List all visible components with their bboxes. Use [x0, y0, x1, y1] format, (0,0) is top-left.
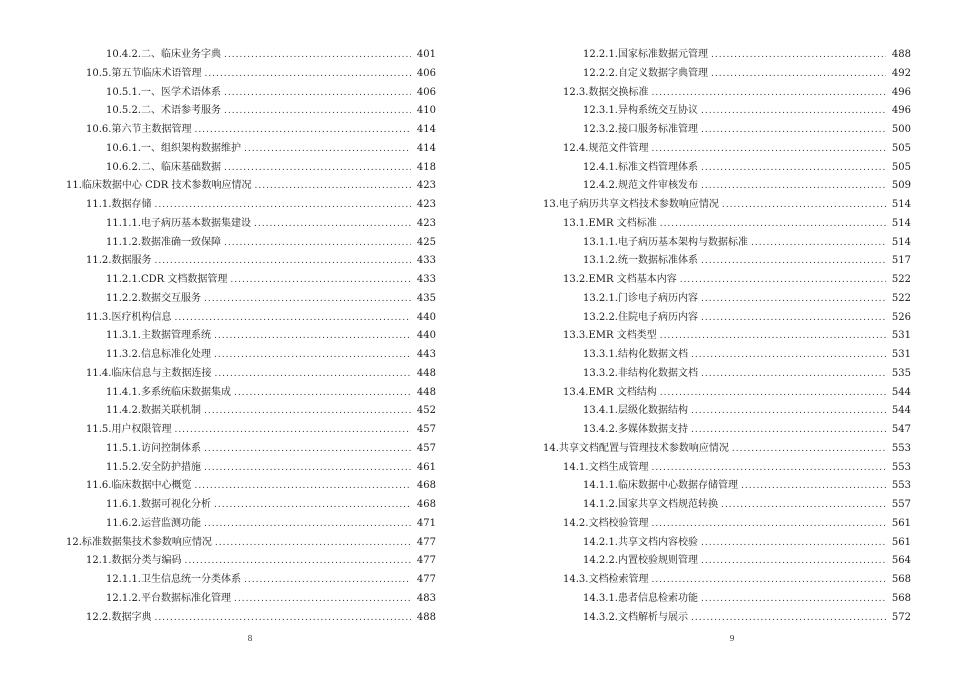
toc-entry-title: 12.2.数据字典: [86, 611, 152, 623]
toc-entry-page: 452: [416, 405, 436, 417]
dot-leader: [254, 216, 411, 232]
dot-leader: [154, 253, 411, 269]
toc-entry-title: 14.3.文档检索管理: [563, 574, 649, 585]
toc-entry-title: 11.6.2.运营监测功能: [106, 517, 201, 529]
toc-entry-page: 457: [416, 424, 436, 435]
dot-leader: [660, 385, 886, 401]
toc-entry[interactable]: [106, 441, 436, 457]
toc-entry-page: 544: [891, 386, 911, 398]
toc-entry-page: 477: [416, 555, 436, 567]
toc-entry-title: 11.2.2.数据交互服务: [106, 292, 201, 304]
toc-entry[interactable]: [106, 403, 436, 419]
toc-entry-title: 10.6.1.一、组织架构数据维护: [106, 142, 241, 154]
toc-entry-title: 12.3.数据交换标准: [563, 86, 649, 98]
toc-entry-page: 568: [891, 592, 911, 604]
toc-entry[interactable]: [106, 385, 436, 401]
toc-entry[interactable]: [563, 572, 911, 588]
toc-entry-page: 477: [416, 574, 436, 585]
toc-entry-title: 10.6.第六节主数据管理: [86, 124, 192, 135]
toc-entry-title: 13.2.1.门诊电子病历内容: [583, 292, 698, 304]
toc-entry[interactable]: [583, 66, 911, 82]
toc-entry-title: 12.3.2.接口服务标准管理: [583, 124, 698, 135]
dot-leader: [741, 478, 886, 494]
toc-entry-page: 488: [416, 611, 436, 623]
toc-entry-page: 561: [891, 517, 911, 529]
toc-entry-page: 488: [891, 49, 911, 60]
toc-entry-title: 10.5.2.二、术语参考服务: [106, 105, 221, 117]
toc-entry[interactable]: [563, 216, 911, 232]
dot-leader: [224, 85, 411, 101]
toc-entry-page: 517: [891, 255, 911, 267]
toc-entry-title: 11.5.2.安全防护措施: [106, 461, 201, 473]
dot-leader: [215, 535, 411, 551]
toc-entry[interactable]: [583, 160, 911, 176]
dot-leader: [701, 591, 886, 607]
toc-entry-page: 468: [416, 499, 436, 510]
dot-leader: [651, 572, 886, 588]
dot-leader: [214, 366, 411, 382]
toc-entry[interactable]: [583, 535, 911, 551]
toc-entry-page: 483: [416, 592, 436, 604]
dot-leader: [651, 516, 886, 532]
toc-entry-title: 12.1.2.平台数据标准化管理: [106, 592, 231, 604]
toc-entry-title: 11.5.用户权限管理: [86, 424, 172, 435]
dot-leader: [204, 66, 411, 82]
toc-entry-page: 568: [891, 574, 911, 585]
toc-entry-title: 13.4.EMR 文档结构: [563, 386, 657, 398]
toc-entry-title: 11.3.1.主数据管理系统: [106, 330, 211, 342]
dot-leader: [174, 422, 411, 438]
toc-entry-page: 477: [416, 536, 436, 548]
toc-entry-title: 11.1.2.数据准确一致保障: [106, 236, 221, 248]
toc-entry-title: 13.1.1.电子病历基本架构与数据标准: [583, 236, 748, 248]
toc-entry-page: 425: [416, 236, 436, 248]
toc-entry-page: 423: [416, 180, 436, 192]
toc-entry[interactable]: [563, 85, 911, 101]
dot-leader: [701, 366, 886, 382]
toc-entry-page: 514: [891, 199, 911, 210]
toc-entry[interactable]: [106, 216, 436, 232]
toc-entry-title: 11.临床数据中心 CDR 技术参数响应情况: [66, 180, 252, 192]
dot-leader: [701, 178, 886, 194]
dot-leader: [701, 291, 886, 307]
dot-leader: [701, 253, 886, 269]
toc-entry[interactable]: [563, 328, 911, 344]
toc-entry-page: 572: [891, 611, 911, 623]
toc-entry[interactable]: [86, 197, 436, 213]
toc-entry-title: 14.1.1.临床数据中心数据存储管理: [583, 480, 738, 492]
toc-entry-page: 414: [416, 142, 436, 154]
toc-entry-page: 440: [416, 330, 436, 342]
toc-entry[interactable]: [583, 310, 911, 326]
toc-entry[interactable]: [563, 141, 911, 157]
toc-entry-title: 13.2.EMR 文档基本内容: [563, 274, 677, 285]
toc-entry-title: 12.4.规范文件管理: [563, 142, 649, 154]
dot-leader: [691, 347, 886, 363]
toc-entry-page: 406: [416, 67, 436, 79]
toc-entry-page: 471: [416, 517, 436, 529]
toc-entry[interactable]: [583, 553, 911, 569]
toc-entry-title: 13.1.EMR 文档标准: [563, 217, 657, 229]
toc-entry[interactable]: [563, 460, 911, 476]
dot-leader: [660, 216, 886, 232]
toc-entry-title: 12.4.1.标准文档管理体系: [583, 161, 698, 173]
toc-entry[interactable]: [583, 422, 911, 438]
toc-entry[interactable]: [86, 478, 436, 494]
toc-entry[interactable]: [583, 122, 911, 138]
toc-entry-page: 500: [891, 124, 911, 135]
toc-entry-title: 14.共享文档配置与管理技术参数响应情况: [543, 442, 729, 454]
toc-entry[interactable]: [86, 122, 436, 138]
dot-leader: [214, 328, 411, 344]
toc-entry[interactable]: [86, 253, 436, 269]
toc-entry[interactable]: [106, 291, 436, 307]
dot-leader: [244, 141, 411, 157]
dot-leader: [254, 178, 411, 194]
toc-entry[interactable]: [106, 497, 436, 513]
toc-entry-title: 10.5.第五节临床术语管理: [86, 67, 202, 79]
dot-leader: [154, 197, 411, 213]
toc-entry[interactable]: [583, 610, 911, 626]
dot-leader: [204, 460, 411, 476]
toc-entry[interactable]: [86, 310, 436, 326]
toc-entry[interactable]: [583, 347, 911, 363]
page-number: 8: [247, 634, 253, 643]
toc-entry[interactable]: [106, 572, 436, 588]
toc-entry-title: 11.6.1.数据可视化分析: [106, 499, 211, 510]
dot-leader: [224, 160, 411, 176]
toc-entry[interactable]: [543, 441, 911, 457]
toc-entry[interactable]: [583, 178, 911, 194]
toc-entry-title: 11.4.2.数据关联机制: [106, 405, 201, 417]
toc-entry[interactable]: [583, 497, 911, 513]
toc-entry-title: 13.4.2.多媒体数据支持: [583, 424, 688, 435]
toc-entry-page: 553: [891, 480, 911, 492]
toc-entry-title: 12.标准数据集技术参数响应情况: [66, 536, 212, 548]
toc-entry-title: 10.6.2.二、临床基础数据: [106, 161, 221, 173]
dot-leader: [194, 478, 411, 494]
toc-entry-title: 14.1.2.国家共享文档规范转换: [583, 499, 718, 510]
dot-leader: [722, 197, 886, 213]
toc-entry-title: 14.3.2.文档解析与展示: [583, 611, 688, 623]
dot-leader: [691, 403, 886, 419]
dot-leader: [721, 497, 886, 513]
toc-entry[interactable]: [583, 591, 911, 607]
toc-entry-page: 435: [416, 292, 436, 304]
toc-entry-title: 12.2.2.自定义数据字典管理: [583, 67, 708, 79]
dot-leader: [204, 441, 411, 457]
toc-entry-page: 418: [416, 161, 436, 173]
toc-entry-title: 12.1.数据分类与编码: [86, 555, 182, 567]
toc-entry[interactable]: [86, 553, 436, 569]
dot-leader: [234, 385, 411, 401]
toc-entry[interactable]: [86, 610, 436, 626]
toc-entry-title: 13.3.2.非结构化数据文档: [583, 367, 698, 379]
toc-entry-title: 11.1.1.电子病历基本数据集建设: [106, 217, 251, 229]
dot-leader: [154, 610, 411, 626]
dot-leader: [184, 553, 411, 569]
toc-entry-page: 423: [416, 199, 436, 210]
toc-entry-title: 10.4.2.二、临床业务字典: [106, 49, 221, 60]
toc-entry[interactable]: [106, 591, 436, 607]
dot-leader: [660, 328, 886, 344]
toc-entry-title: 14.2.文档校验管理: [563, 517, 649, 529]
toc-entry-page: 544: [891, 405, 911, 417]
toc-entry-page: 461: [416, 461, 436, 473]
dot-leader: [204, 516, 411, 532]
toc-entry[interactable]: [106, 235, 436, 251]
toc-entry-page: 433: [416, 255, 436, 267]
toc-entry-title: 12.2.1.国家标准数据元管理: [583, 49, 708, 60]
toc-entry-title: 14.3.1.患者信息检索功能: [583, 592, 698, 604]
toc-entry[interactable]: [563, 516, 911, 532]
toc-entry-page: 522: [891, 274, 911, 285]
toc-entry[interactable]: [583, 291, 911, 307]
dot-leader: [701, 122, 886, 138]
dot-leader: [214, 347, 411, 363]
toc-entry-title: 13.3.1.结构化数据文档: [583, 349, 688, 360]
toc-entry[interactable]: [543, 197, 911, 213]
dot-leader: [244, 572, 411, 588]
toc-entry[interactable]: [583, 253, 911, 269]
toc-entry-page: 414: [416, 124, 436, 135]
toc-entry-page: 468: [416, 480, 436, 492]
dot-leader: [234, 591, 411, 607]
dot-leader: [204, 291, 411, 307]
toc-entry-page: 526: [891, 311, 911, 323]
toc-entry-page: 514: [891, 236, 911, 248]
page-number: 9: [729, 634, 735, 643]
toc-entry[interactable]: [563, 272, 911, 288]
toc-entry-page: 547: [891, 424, 911, 435]
toc-entry[interactable]: [86, 422, 436, 438]
dot-leader: [701, 310, 886, 326]
toc-entry-title: 11.4.1.多系统临床数据集成: [106, 386, 231, 398]
dot-leader: [230, 272, 411, 288]
toc-entry-page: 561: [891, 536, 911, 548]
toc-entry-page: 433: [416, 274, 436, 285]
toc-entry[interactable]: [563, 385, 911, 401]
toc-entry[interactable]: [583, 403, 911, 419]
dot-leader: [701, 535, 886, 551]
toc-entry[interactable]: [66, 535, 436, 551]
toc-entry-title: 12.3.1.异构系统交互协议: [583, 105, 698, 117]
dot-leader: [224, 103, 411, 119]
toc-entry-page: 448: [416, 386, 436, 398]
dot-leader: [224, 235, 411, 251]
dot-leader: [701, 160, 886, 176]
dot-leader: [701, 103, 886, 119]
dot-leader: [751, 235, 886, 251]
dot-leader: [711, 47, 886, 63]
toc-entry-title: 11.2.数据服务: [86, 255, 152, 267]
toc-entry[interactable]: [106, 160, 436, 176]
toc-entry-page: 535: [891, 367, 911, 379]
toc-entry-title: 11.6.临床数据中心概览: [86, 480, 192, 492]
toc-entry-page: 448: [416, 367, 436, 379]
toc-entry[interactable]: [106, 516, 436, 532]
toc-entry-page: 440: [416, 311, 436, 323]
toc-entry-title: 13.3.EMR 文档类型: [563, 330, 657, 342]
toc-entry-title: 11.1.数据存储: [86, 199, 152, 210]
toc-entry-page: 522: [891, 292, 911, 304]
toc-entry[interactable]: [106, 85, 436, 101]
toc-entry-page: 496: [891, 105, 911, 117]
toc-entry-title: 11.3.2.信息标准化处理: [106, 349, 211, 360]
toc-entry-page: 557: [891, 499, 911, 510]
toc-entry-title: 12.4.2.规范文件审核发布: [583, 180, 698, 192]
dot-leader: [732, 441, 886, 457]
dot-leader: [214, 497, 411, 513]
toc-entry-page: 406: [416, 86, 436, 98]
dot-leader: [651, 85, 886, 101]
toc-entry-page: 457: [416, 442, 436, 454]
toc-entry-page: 401: [416, 49, 436, 60]
toc-entry-page: 505: [891, 142, 911, 154]
dot-leader: [224, 47, 411, 63]
toc-entry-page: 492: [891, 67, 911, 79]
toc-entry-page: 505: [891, 161, 911, 173]
toc-entry[interactable]: [106, 347, 436, 363]
toc-entry-title: 11.4.临床信息与主数据连接: [86, 367, 212, 379]
toc-entry-page: 531: [891, 330, 911, 342]
toc-entry-page: 553: [891, 461, 911, 473]
toc-entry-title: 14.1.文档生成管理: [563, 461, 649, 473]
toc-entry-page: 423: [416, 217, 436, 229]
toc-entry-page: 514: [891, 217, 911, 229]
toc-entry[interactable]: [106, 328, 436, 344]
toc-entry-title: 10.5.1.一、医学术语体系: [106, 86, 221, 98]
dot-leader: [680, 272, 886, 288]
toc-entry-page: 564: [891, 555, 911, 567]
toc-entry[interactable]: [583, 235, 911, 251]
toc-entry[interactable]: [583, 103, 911, 119]
dot-leader: [651, 141, 886, 157]
dot-leader: [194, 122, 411, 138]
toc-entry-title: 13.4.1.层级化数据结构: [583, 405, 688, 417]
toc-entry-page: 509: [891, 180, 911, 192]
toc-entry[interactable]: [86, 366, 436, 382]
toc-entry-page: 496: [891, 86, 911, 98]
toc-entry[interactable]: [66, 178, 436, 194]
toc-entry-title: 13.1.2.统一数据标准体系: [583, 255, 698, 267]
toc-entry-title: 13.2.2.住院电子病历内容: [583, 311, 698, 323]
toc-entry-page: 410: [416, 105, 436, 117]
dot-leader: [701, 553, 886, 569]
dot-leader: [691, 610, 886, 626]
dot-leader: [711, 66, 886, 82]
dot-leader: [174, 310, 411, 326]
toc-entry-page: 531: [891, 349, 911, 360]
toc-entry[interactable]: [106, 141, 436, 157]
toc-entry[interactable]: [583, 366, 911, 382]
toc-page-right: [480, 0, 960, 682]
dot-leader: [691, 422, 886, 438]
toc-entry[interactable]: [106, 47, 436, 63]
toc-entry-title: 11.5.1.访问控制体系: [106, 442, 201, 454]
dot-leader: [204, 403, 411, 419]
toc-entry-title: 11.2.1.CDR 文档数据管理: [106, 274, 228, 285]
toc-entry[interactable]: [583, 47, 911, 63]
toc-entry[interactable]: [86, 66, 436, 82]
toc-entry-title: 14.2.2.内置校验规则管理: [583, 555, 698, 567]
toc-entry[interactable]: [583, 478, 911, 494]
toc-entry-title: 13.电子病历共享文档技术参数响应情况: [543, 199, 719, 210]
toc-entry[interactable]: [106, 460, 436, 476]
dot-leader: [651, 460, 886, 476]
toc-entry-page: 443: [416, 349, 436, 360]
toc-entry-page: 553: [891, 442, 911, 454]
toc-entry[interactable]: [106, 103, 436, 119]
toc-entry-title: 11.3.医疗机构信息: [86, 311, 172, 323]
toc-entry-title: 12.1.1.卫生信息统一分类体系: [106, 574, 241, 585]
toc-entry[interactable]: [106, 272, 436, 288]
toc-entry-title: 14.2.1.共享文档内容校验: [583, 536, 698, 548]
